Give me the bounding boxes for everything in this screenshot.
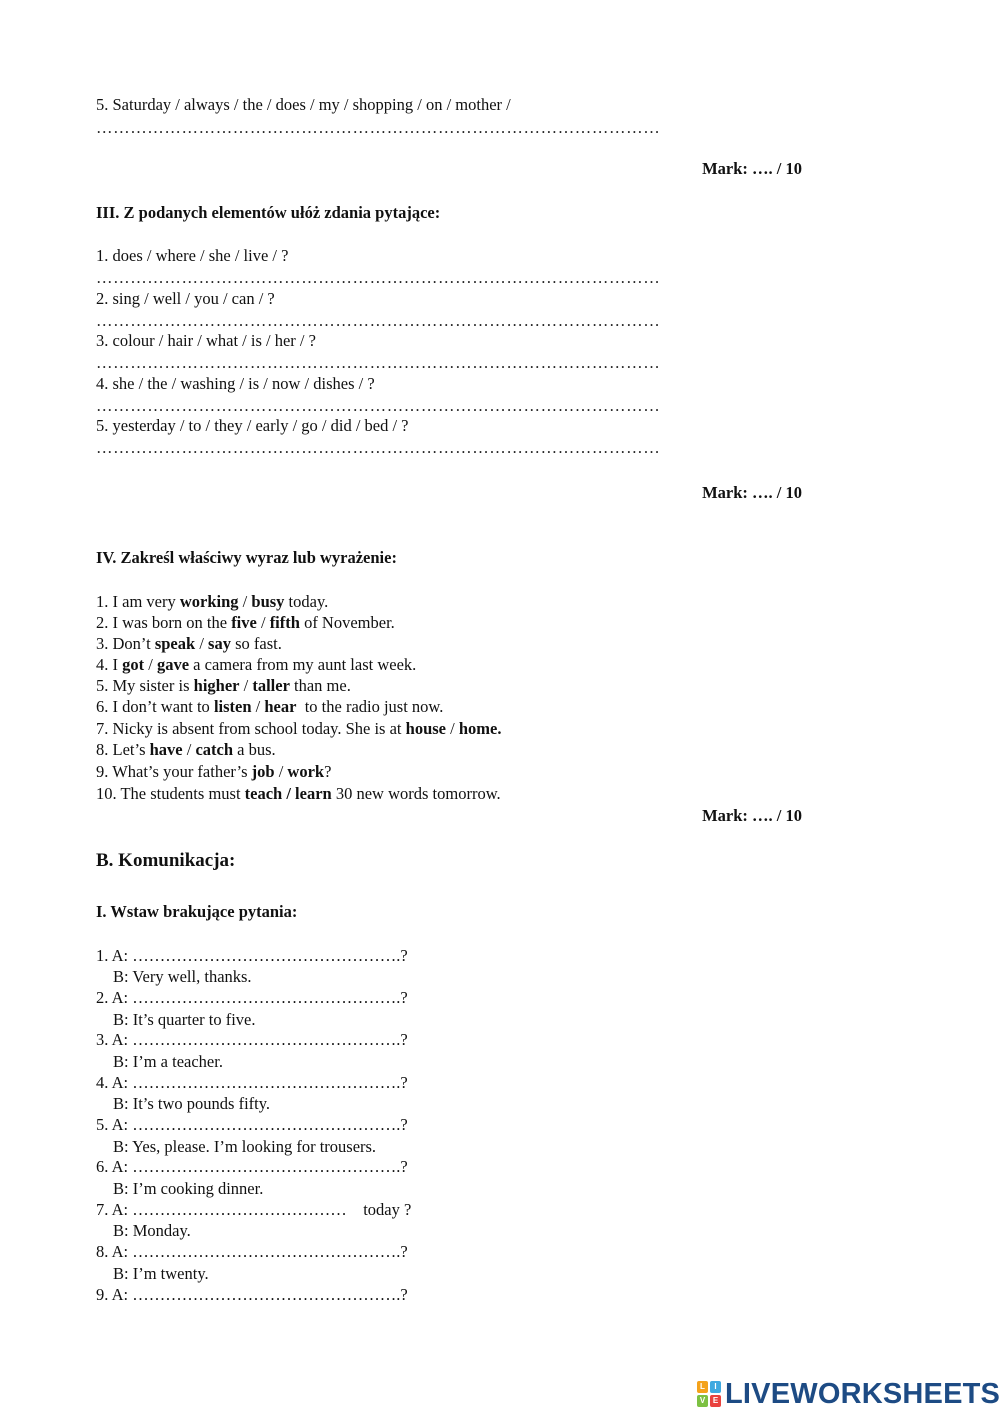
question-item: 1. does / where / she / live / ? bbox=[96, 246, 289, 265]
logo-icon-tile: I bbox=[710, 1381, 721, 1393]
choice-item: 5. My sister is higher / taller than me. bbox=[96, 676, 351, 695]
choice-option[interactable]: home. bbox=[458, 719, 502, 738]
dialog-answer: B: I’m twenty. bbox=[113, 1264, 209, 1283]
question-item: 3. colour / hair / what / is / her / ? bbox=[96, 331, 316, 350]
dialog-question[interactable]: 6. A: ………………………………………….? bbox=[96, 1157, 408, 1176]
dialog-answer: B: Very well, thanks. bbox=[113, 967, 252, 986]
choice-option[interactable]: fifth bbox=[269, 613, 300, 632]
choice-option[interactable]: work bbox=[287, 762, 325, 781]
answer-line[interactable]: ……………………………………………………………………………………… bbox=[96, 268, 661, 287]
question-item: 5. Saturday / always / the / does / my / shopping / on / mother / bbox=[96, 95, 511, 114]
answer-line[interactable]: ……………………………………………………………………………………… bbox=[96, 438, 661, 457]
dialog-question[interactable]: 8. A: ………………………………………….? bbox=[96, 1242, 408, 1261]
dialog-question[interactable]: 1. A: ………………………………………….? bbox=[96, 946, 408, 965]
question-item: 2. sing / well / you / can / ? bbox=[96, 289, 275, 308]
choice-option[interactable]: catch bbox=[195, 740, 234, 759]
choice-option[interactable]: gave bbox=[156, 655, 190, 674]
dialog-answer: B: It’s quarter to five. bbox=[113, 1010, 256, 1029]
logo-icon-tile: L bbox=[697, 1381, 708, 1393]
liveworksheets-logo bbox=[697, 1374, 1000, 1414]
dialog-answer: B: I’m cooking dinner. bbox=[113, 1179, 264, 1198]
mark-label: Mark: …. / 10 bbox=[702, 806, 802, 825]
choice-item: 9. What’s your father’s job / work? bbox=[96, 762, 332, 781]
question-item: 4. she / the / washing / is / now / dishes / ? bbox=[96, 374, 375, 393]
logo-icon bbox=[697, 1381, 721, 1407]
choice-item: 7. Nicky is absent from school today. She is at house / home. bbox=[96, 719, 502, 738]
choice-option[interactable]: working bbox=[179, 592, 239, 611]
dialog-question[interactable]: 5. A: ………………………………………….? bbox=[96, 1115, 408, 1134]
dialog-answer: B: It’s two pounds fifty. bbox=[113, 1094, 271, 1113]
sub-heading: I. Wstaw brakujące pytania: bbox=[96, 902, 298, 921]
dialog-question[interactable]: 4. A: ………………………………………….? bbox=[96, 1073, 408, 1092]
logo-text: LIVEWORKSHEETS bbox=[725, 1377, 1000, 1410]
question-item: 5. yesterday / to / they / early / go / did / bed / ? bbox=[96, 416, 409, 435]
logo-icon-tile: V bbox=[697, 1395, 708, 1407]
choice-item: 8. Let’s have / catch a bus. bbox=[96, 740, 276, 759]
choice-item: 3. Don’t speak / say so fast. bbox=[96, 634, 282, 653]
choice-option[interactable]: job bbox=[251, 762, 275, 781]
dialog-answer: B: Yes, please. I’m looking for trousers. bbox=[113, 1137, 377, 1156]
choice-option[interactable]: got bbox=[122, 655, 145, 674]
dialog-question[interactable]: 3. A: ………………………………………….? bbox=[96, 1030, 408, 1049]
dialog-answer: B: I’m a teacher. bbox=[113, 1052, 223, 1071]
choice-item: 1. I am very working / busy today. bbox=[96, 592, 329, 611]
choice-option[interactable]: higher bbox=[193, 676, 240, 695]
dialog-question[interactable]: 9. A: ………………………………………….? bbox=[96, 1285, 408, 1304]
dialog-question[interactable]: 7. A: ………………………………… today ? bbox=[96, 1200, 412, 1219]
mark-label: Mark: …. / 10 bbox=[702, 159, 802, 178]
choice-option[interactable]: hear bbox=[264, 697, 297, 716]
choice-option[interactable]: taller bbox=[252, 676, 290, 695]
choice-option[interactable]: teach / learn bbox=[244, 784, 332, 803]
choice-option[interactable]: five bbox=[231, 613, 257, 632]
logo-icon-tile: E bbox=[710, 1395, 721, 1407]
section-heading: IV. Zakreśl właściwy wyraz lub wyrażenie: bbox=[96, 548, 397, 567]
answer-line[interactable]: ……………………………………………………………………………………… bbox=[96, 396, 661, 415]
choice-item: 6. I don’t want to listen / hear to the radio just now. bbox=[96, 697, 444, 716]
mark-label: Mark: …. / 10 bbox=[702, 483, 802, 502]
answer-line[interactable]: ……………………………………………………………………………………… bbox=[96, 353, 661, 372]
choice-option[interactable]: have bbox=[149, 740, 183, 759]
choice-item: 10. The students must teach / learn 30 new words tomorrow. bbox=[96, 784, 501, 803]
choice-item: 4. I got / gave a camera from my aunt last week. bbox=[96, 655, 417, 674]
section-heading: B. Komunikacja: bbox=[96, 850, 236, 871]
choice-option[interactable]: say bbox=[208, 634, 231, 653]
choice-option[interactable]: busy bbox=[251, 592, 285, 611]
section-heading: III. Z podanych elementów ułóż zdania pytające: bbox=[96, 203, 441, 222]
choice-option[interactable]: listen bbox=[213, 697, 252, 716]
answer-line[interactable]: ……………………………………………………………………………………… bbox=[96, 311, 661, 330]
dialog-answer: B: Monday. bbox=[113, 1221, 191, 1240]
choice-item: 2. I was born on the five / fifth of November. bbox=[96, 613, 395, 632]
choice-option[interactable]: house bbox=[405, 719, 446, 738]
answer-line[interactable]: ……………………………………………………………………………………… bbox=[96, 118, 661, 137]
choice-option[interactable]: speak bbox=[154, 634, 196, 653]
dialog-question[interactable]: 2. A: ………………………………………….? bbox=[96, 988, 408, 1007]
